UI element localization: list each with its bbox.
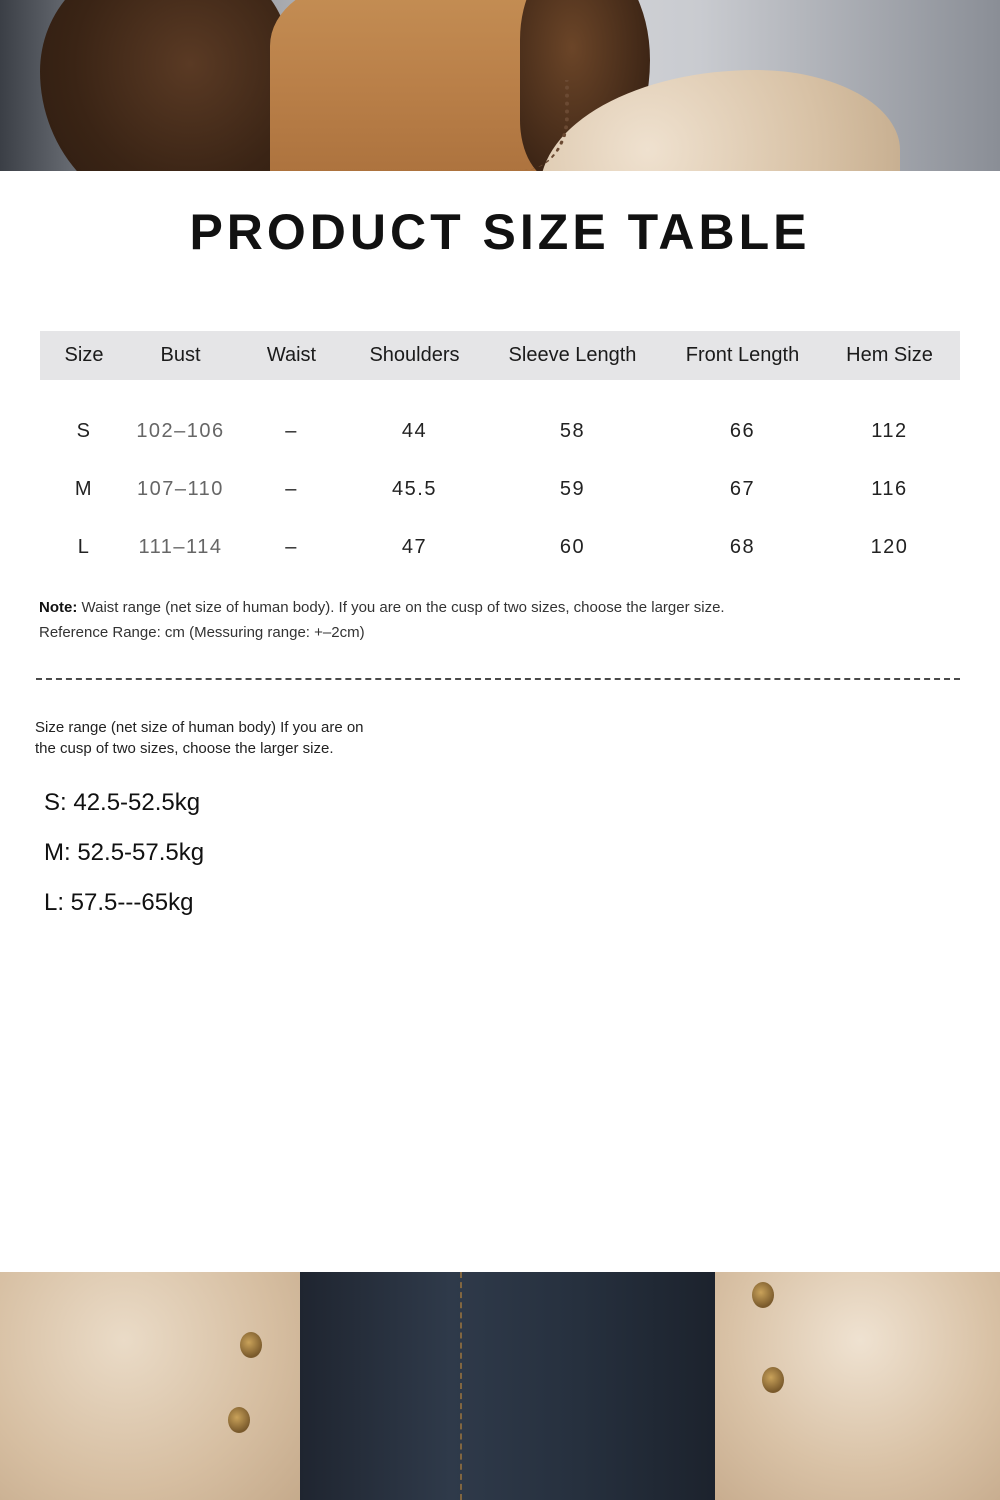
cell-sleeve-length: 60 — [559, 535, 586, 558]
table-row — [40, 518, 960, 576]
cell-waist: – — [285, 535, 298, 558]
jeans — [300, 1272, 730, 1500]
header-hem-size: Hem Size — [846, 344, 933, 366]
top-product-photo — [0, 0, 1000, 171]
header-waist: Waist — [266, 344, 317, 366]
note-block — [39, 595, 725, 645]
header-sleeve-length: Sleeve Length — [508, 344, 637, 366]
cell-front-length: 66 — [729, 419, 756, 442]
reference-range: Reference Range: cm (Messuring range: +–2cm) — [39, 624, 365, 641]
dashed-divider — [36, 678, 960, 680]
coat-button — [240, 1332, 262, 1358]
cell-size: S — [76, 419, 92, 442]
hair-left — [40, 0, 290, 171]
weight-item-m: M: 52.5-57.5kg — [44, 839, 205, 866]
cell-bust: 111–114 — [138, 535, 223, 558]
weight-list — [44, 786, 204, 936]
header-size: Size — [64, 344, 104, 366]
cell-waist: – — [285, 477, 298, 500]
cell-size: M — [74, 477, 94, 500]
weight-item-s: S: 42.5-52.5kg — [44, 789, 201, 816]
cell-hem-size: 112 — [871, 419, 908, 442]
coat-button — [228, 1407, 250, 1433]
note-line — [39, 595, 725, 620]
coat-button — [752, 1282, 774, 1308]
header-front-length: Front Length — [685, 344, 800, 366]
jeans-stitch — [460, 1272, 464, 1500]
size-range-note: Size range (net size of human body) If you are on the cusp of two sizes, choose the larger size. — [35, 719, 364, 757]
coat-button — [762, 1367, 784, 1393]
table-row — [40, 380, 960, 460]
cell-bust: 107–110 — [137, 477, 224, 500]
cell-waist: – — [285, 419, 298, 442]
cell-front-length: 67 — [729, 477, 756, 500]
note-label: Note: — [39, 599, 78, 616]
page-title: PRODUCT SIZE TABLE — [189, 204, 811, 260]
cell-sleeve-length: 58 — [559, 419, 586, 442]
header-bust: Bust — [160, 344, 201, 366]
cell-shoulders: 45.5 — [392, 477, 437, 500]
cell-hem-size: 116 — [871, 477, 908, 500]
coat-left-panel — [0, 1272, 310, 1500]
cell-bust: 102–106 — [136, 419, 225, 442]
note-text: Waist range (net size of human body). If you are on the cusp of two sizes, choose the larger size. — [77, 599, 725, 616]
cell-front-length: 68 — [729, 535, 756, 558]
cell-hem-size: 120 — [870, 535, 909, 558]
cell-sleeve-length: 59 — [559, 477, 586, 500]
size-table — [40, 331, 960, 576]
weight-item-l: L: 57.5---65kg — [44, 889, 194, 916]
cell-size: L — [77, 535, 91, 558]
table-row — [40, 460, 960, 518]
bottom-product-photo — [0, 1272, 1000, 1500]
table-header-row — [40, 331, 960, 380]
cell-shoulders: 47 — [401, 535, 428, 558]
cell-shoulders: 44 — [401, 419, 428, 442]
header-shoulders: Shoulders — [369, 344, 460, 366]
